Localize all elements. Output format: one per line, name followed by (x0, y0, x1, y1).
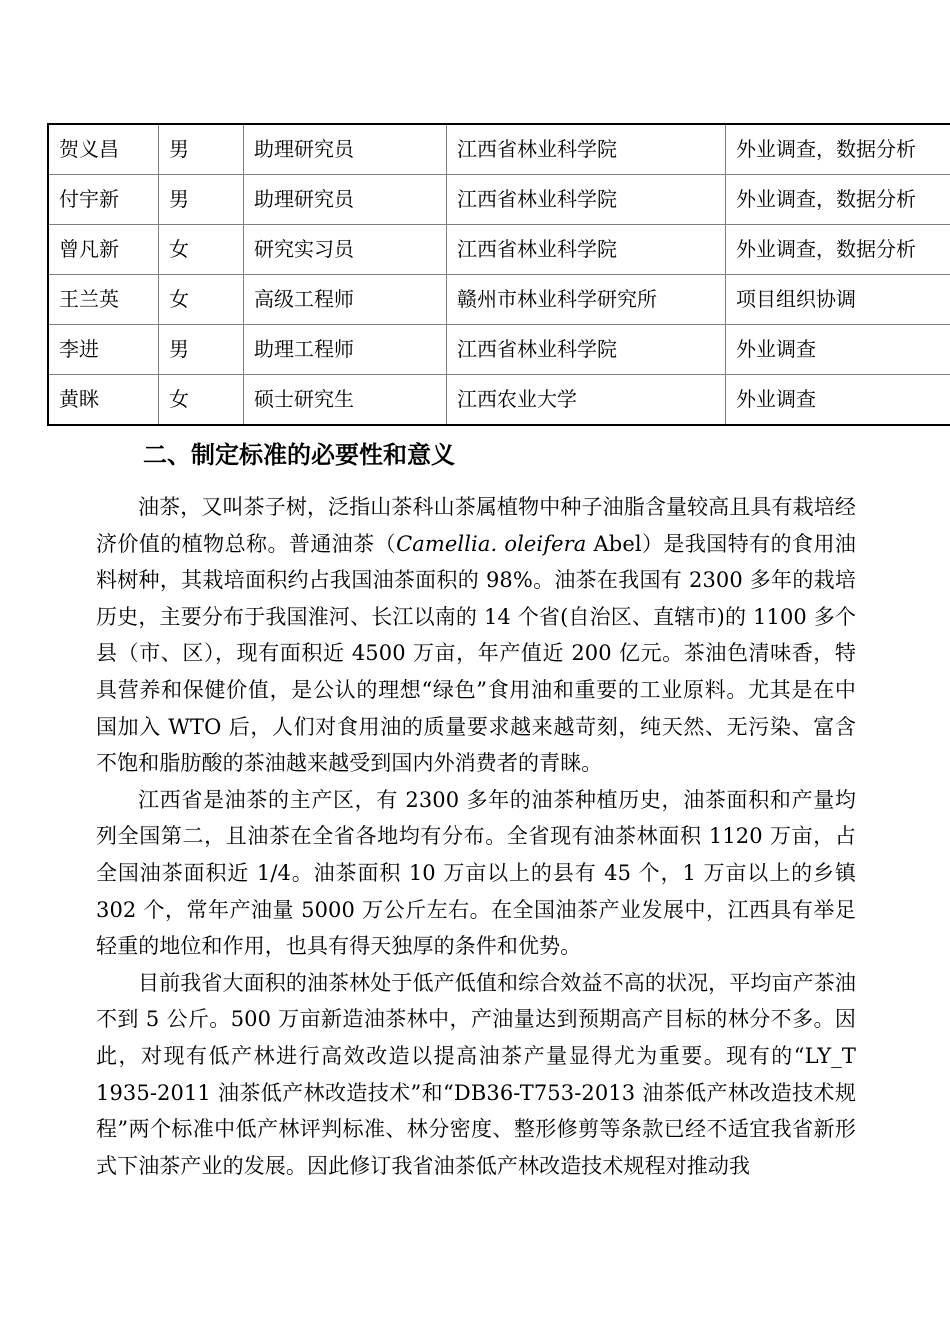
cell-name: 王兰英 (48, 275, 159, 325)
cell-name: 付宇新 (48, 175, 159, 225)
cell-affiliation: 赣州市林业科学研究所 (447, 275, 726, 325)
scientific-name-italic: Camellia. oleifera (396, 531, 587, 556)
cell-duty: 外业调查 (726, 325, 950, 375)
paragraph-3: 目前我省大面积的油茶林处于低产低值和综合效益不高的状况，平均亩产茶油不到 5 公斤。500 万亩新造油茶林中，产油量达到预期高产目标的林分不多。因此，对现有低产林进行高效改造以提高油茶产量显得尤为重要。现有的“LY_T 1935-2011 油茶低产林改造技术”和“DB36-T753-2013 油茶低产林改造技术规程”两个标准中低产林评判标准、林分密度、整形修剪等条款已经不适宜我省新形式下油茶产业的发展。因此修订我省油茶低产林改造技术规程对推动我 (96, 970, 856, 1178)
personnel-table-body (48, 124, 950, 425)
cell-affiliation: 江西省林业科学院 (447, 175, 726, 225)
cell-affiliation: 江西省林业科学院 (447, 124, 726, 175)
cell-duty: 项目组织协调 (726, 275, 950, 325)
body-text-block (96, 489, 856, 1184)
paragraph-1-part-1: 油茶，又叫茶子树，泛指山茶科山茶属植物中种子油脂含量较高且具有栽培经济价值的植物总称。普通油茶（ (96, 495, 856, 556)
cell-name: 贺义昌 (48, 124, 159, 175)
paragraph-1 (96, 489, 856, 782)
cell-title: 助理工程师 (244, 325, 447, 375)
cell-affiliation: 江西农业大学 (447, 375, 726, 426)
cell-gender: 男 (159, 124, 244, 175)
cell-gender: 女 (159, 225, 244, 275)
cell-gender: 男 (159, 175, 244, 225)
table-row (48, 275, 950, 325)
cell-title: 研究实习员 (244, 225, 447, 275)
cell-name: 曾凡新 (48, 225, 159, 275)
cell-gender: 女 (159, 375, 244, 426)
personnel-table-container (47, 123, 916, 426)
table-row (48, 124, 950, 175)
cell-affiliation: 江西省林业科学院 (447, 225, 726, 275)
personnel-table (47, 123, 950, 426)
table-row (48, 375, 950, 426)
paragraph-1-part-2: ）是我国特有的食用油料树种，其栽培面积约占我国油茶面积的 98%。油茶在我国有 2300 多年的栽培历史，主要分布于我国淮河、长江以南的 14 个省(自治区、直辖市)的 1100 多个县（市、区），现有面积近 4500 万亩，年产值近 200 亿元。茶油色清味香，特具营养和保健价值，是公认的理想“绿色”食用油和重要的工业原料。尤其是在中国加入 WTO 后，人们对食用油的质量要求越来越苛刻，纯天然、无污染、富含不饱和脂肪酸的茶油越来越受到国内外消费者的青睐。 (96, 531, 856, 776)
cell-duty: 外业调查，数据分析 (726, 124, 950, 175)
cell-duty: 外业调查，数据分析 (726, 225, 950, 275)
paragraph-2: 江西省是油茶的主产区，有 2300 多年的油茶种植历史，油茶面积和产量均列全国第二，且油茶在全省各地均有分布。全省现有油茶林面积 1120 万亩，占全国油茶面积近 1/4。油茶面积 10 万亩以上的县有 45 个，1 万亩以上的乡镇 302 个，常年产油量 5000 万公斤左右。在全国油茶产业发展中，江西具有举足轻重的地位和作用，也具有得天独厚的条件和优势。 (96, 787, 856, 959)
table-row (48, 175, 950, 225)
cell-title: 助理研究员 (244, 175, 447, 225)
table-row (48, 225, 950, 275)
cell-gender: 女 (159, 275, 244, 325)
cell-title: 高级工程师 (244, 275, 447, 325)
cell-gender: 男 (159, 325, 244, 375)
cell-duty: 外业调查 (726, 375, 950, 426)
scientific-name-authority: Abel (586, 531, 642, 556)
cell-title: 助理研究员 (244, 124, 447, 175)
table-row (48, 325, 950, 375)
cell-name: 李进 (48, 325, 159, 375)
cell-affiliation: 江西省林业科学院 (447, 325, 726, 375)
section-heading: 二、制定标准的必要性和意义 (143, 441, 455, 469)
cell-duty: 外业调查，数据分析 (726, 175, 950, 225)
cell-name: 黄眯 (48, 375, 159, 426)
cell-title: 硕士研究生 (244, 375, 447, 426)
